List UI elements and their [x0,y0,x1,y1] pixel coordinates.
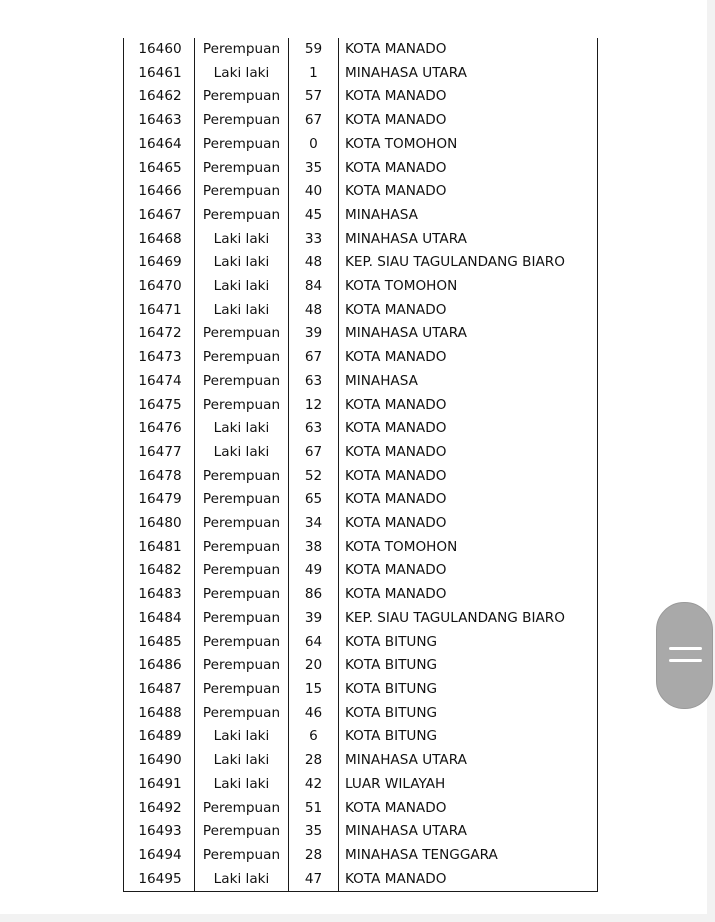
age-cell: 67 [289,441,339,465]
row-number-cell: 16487 [124,678,195,702]
gender-cell: Perempuan [195,394,289,418]
row-number-cell: 16485 [124,631,195,655]
table-row [124,109,598,133]
gender-cell: Perempuan [195,607,289,631]
table-row [124,299,598,323]
region-cell: KOTA MANADO [339,488,598,512]
age-cell: 34 [289,512,339,536]
scroll-handle[interactable] [656,602,713,709]
row-number-cell: 16474 [124,370,195,394]
table-row [124,583,598,607]
row-number-cell: 16465 [124,157,195,181]
table-row [124,133,598,157]
region-cell: LUAR WILAYAH [339,773,598,797]
age-cell: 45 [289,204,339,228]
gender-cell: Perempuan [195,204,289,228]
table-row [124,228,598,252]
table-row [124,62,598,86]
row-number-cell: 16463 [124,109,195,133]
region-cell: KOTA MANADO [339,85,598,109]
table-row [124,370,598,394]
region-cell: KOTA MANADO [339,394,598,418]
gender-cell: Perempuan [195,820,289,844]
gender-cell: Perempuan [195,583,289,607]
gender-cell: Perempuan [195,465,289,489]
region-cell: KEP. SIAU TAGULANDANG BIARO [339,607,598,631]
gender-cell: Perempuan [195,38,289,62]
row-number-cell: 16460 [124,38,195,62]
gender-cell: Perempuan [195,157,289,181]
row-number-cell: 16482 [124,559,195,583]
table-row [124,678,598,702]
age-cell: 64 [289,631,339,655]
gender-cell: Perempuan [195,512,289,536]
table-row [124,654,598,678]
gender-cell: Laki laki [195,275,289,299]
age-cell: 59 [289,38,339,62]
age-cell: 20 [289,654,339,678]
age-cell: 46 [289,702,339,726]
age-cell: 86 [289,583,339,607]
row-number-cell: 16483 [124,583,195,607]
row-number-cell: 16464 [124,133,195,157]
drag-handle-grip-bottom [669,659,702,662]
age-cell: 67 [289,109,339,133]
table-row [124,559,598,583]
region-cell: KOTA MANADO [339,157,598,181]
age-cell: 47 [289,868,339,892]
row-number-cell: 16489 [124,725,195,749]
row-number-cell: 16484 [124,607,195,631]
gender-cell: Laki laki [195,417,289,441]
age-cell: 35 [289,820,339,844]
table-row [124,536,598,560]
age-cell: 39 [289,322,339,346]
row-number-cell: 16478 [124,465,195,489]
age-cell: 63 [289,370,339,394]
age-cell: 84 [289,275,339,299]
age-cell: 51 [289,797,339,821]
age-cell: 42 [289,773,339,797]
gender-cell: Perempuan [195,797,289,821]
table-row [124,85,598,109]
region-cell: KOTA MANADO [339,299,598,323]
gender-cell: Laki laki [195,868,289,892]
age-cell: 1 [289,62,339,86]
table-row [124,346,598,370]
age-cell: 40 [289,180,339,204]
gender-cell: Perempuan [195,133,289,157]
gender-cell: Perempuan [195,702,289,726]
age-cell: 15 [289,678,339,702]
gender-cell: Perempuan [195,678,289,702]
region-cell: MINAHASA TENGGARA [339,844,598,868]
region-cell: KOTA MANADO [339,583,598,607]
region-cell: KOTA MANADO [339,346,598,370]
region-cell: KOTA MANADO [339,868,598,892]
row-number-cell: 16469 [124,251,195,275]
table-row [124,512,598,536]
table-row [124,773,598,797]
region-cell: MINAHASA UTARA [339,62,598,86]
row-number-cell: 16479 [124,488,195,512]
age-cell: 33 [289,228,339,252]
table-row [124,702,598,726]
gender-cell: Laki laki [195,441,289,465]
table-row [124,749,598,773]
row-number-cell: 16481 [124,536,195,560]
region-cell: MINAHASA UTARA [339,322,598,346]
row-number-cell: 16468 [124,228,195,252]
region-cell: KOTA MANADO [339,559,598,583]
drag-handle-grip-top [669,647,702,650]
age-cell: 6 [289,725,339,749]
region-cell: KOTA MANADO [339,180,598,204]
row-number-cell: 16490 [124,749,195,773]
table-row [124,417,598,441]
row-number-cell: 16488 [124,702,195,726]
table-row [124,251,598,275]
table-row [124,275,598,299]
table-row [124,868,598,892]
region-cell: KOTA BITUNG [339,631,598,655]
age-cell: 48 [289,299,339,323]
gender-cell: Perempuan [195,85,289,109]
table-row [124,394,598,418]
age-cell: 65 [289,488,339,512]
table-row [124,157,598,181]
gender-cell: Perempuan [195,346,289,370]
table-container [123,38,597,892]
region-cell: KOTA TOMOHON [339,133,598,157]
row-number-cell: 16461 [124,62,195,86]
row-number-cell: 16475 [124,394,195,418]
gender-cell: Perempuan [195,488,289,512]
region-cell: KOTA MANADO [339,512,598,536]
age-cell: 38 [289,536,339,560]
region-cell: KOTA MANADO [339,38,598,62]
age-cell: 35 [289,157,339,181]
table-row [124,180,598,204]
gender-cell: Perempuan [195,844,289,868]
row-number-cell: 16494 [124,844,195,868]
region-cell: KEP. SIAU TAGULANDANG BIARO [339,251,598,275]
gender-cell: Laki laki [195,299,289,323]
age-cell: 28 [289,844,339,868]
row-number-cell: 16472 [124,322,195,346]
gender-cell: Perempuan [195,109,289,133]
gender-cell: Laki laki [195,228,289,252]
region-cell: KOTA TOMOHON [339,536,598,560]
gender-cell: Perempuan [195,180,289,204]
table-row [124,488,598,512]
row-number-cell: 16486 [124,654,195,678]
gender-cell: Perempuan [195,322,289,346]
region-cell: KOTA BITUNG [339,678,598,702]
row-number-cell: 16476 [124,417,195,441]
gender-cell: Laki laki [195,725,289,749]
region-cell: KOTA MANADO [339,465,598,489]
gender-cell: Perempuan [195,536,289,560]
row-number-cell: 16491 [124,773,195,797]
region-cell: KOTA TOMOHON [339,275,598,299]
age-cell: 57 [289,85,339,109]
row-number-cell: 16477 [124,441,195,465]
region-cell: KOTA MANADO [339,109,598,133]
row-number-cell: 16473 [124,346,195,370]
table-row [124,322,598,346]
row-number-cell: 16467 [124,204,195,228]
row-number-cell: 16471 [124,299,195,323]
table-row [124,38,598,62]
region-cell: KOTA MANADO [339,417,598,441]
age-cell: 12 [289,394,339,418]
table-row [124,631,598,655]
row-number-cell: 16466 [124,180,195,204]
gender-cell: Laki laki [195,62,289,86]
region-cell: KOTA BITUNG [339,702,598,726]
row-number-cell: 16480 [124,512,195,536]
region-cell: KOTA MANADO [339,441,598,465]
region-cell: KOTA MANADO [339,797,598,821]
age-cell: 67 [289,346,339,370]
table-row [124,204,598,228]
table-row [124,725,598,749]
gender-cell: Laki laki [195,749,289,773]
region-cell: MINAHASA UTARA [339,820,598,844]
table-row [124,844,598,868]
region-cell: MINAHASA UTARA [339,228,598,252]
age-cell: 28 [289,749,339,773]
data-table [123,38,598,892]
row-number-cell: 16495 [124,868,195,892]
row-number-cell: 16462 [124,85,195,109]
table-row [124,465,598,489]
region-cell: MINAHASA [339,370,598,394]
row-number-cell: 16492 [124,797,195,821]
table-row [124,607,598,631]
age-cell: 49 [289,559,339,583]
age-cell: 48 [289,251,339,275]
region-cell: MINAHASA [339,204,598,228]
region-cell: KOTA BITUNG [339,725,598,749]
gender-cell: Laki laki [195,251,289,275]
age-cell: 0 [289,133,339,157]
row-number-cell: 16493 [124,820,195,844]
region-cell: MINAHASA UTARA [339,749,598,773]
table-row [124,820,598,844]
age-cell: 63 [289,417,339,441]
table-body [124,38,598,892]
region-cell: KOTA BITUNG [339,654,598,678]
age-cell: 52 [289,465,339,489]
gender-cell: Perempuan [195,654,289,678]
age-cell: 39 [289,607,339,631]
table-row [124,441,598,465]
gender-cell: Laki laki [195,773,289,797]
gender-cell: Perempuan [195,370,289,394]
gender-cell: Perempuan [195,559,289,583]
gender-cell: Perempuan [195,631,289,655]
table-row [124,797,598,821]
row-number-cell: 16470 [124,275,195,299]
